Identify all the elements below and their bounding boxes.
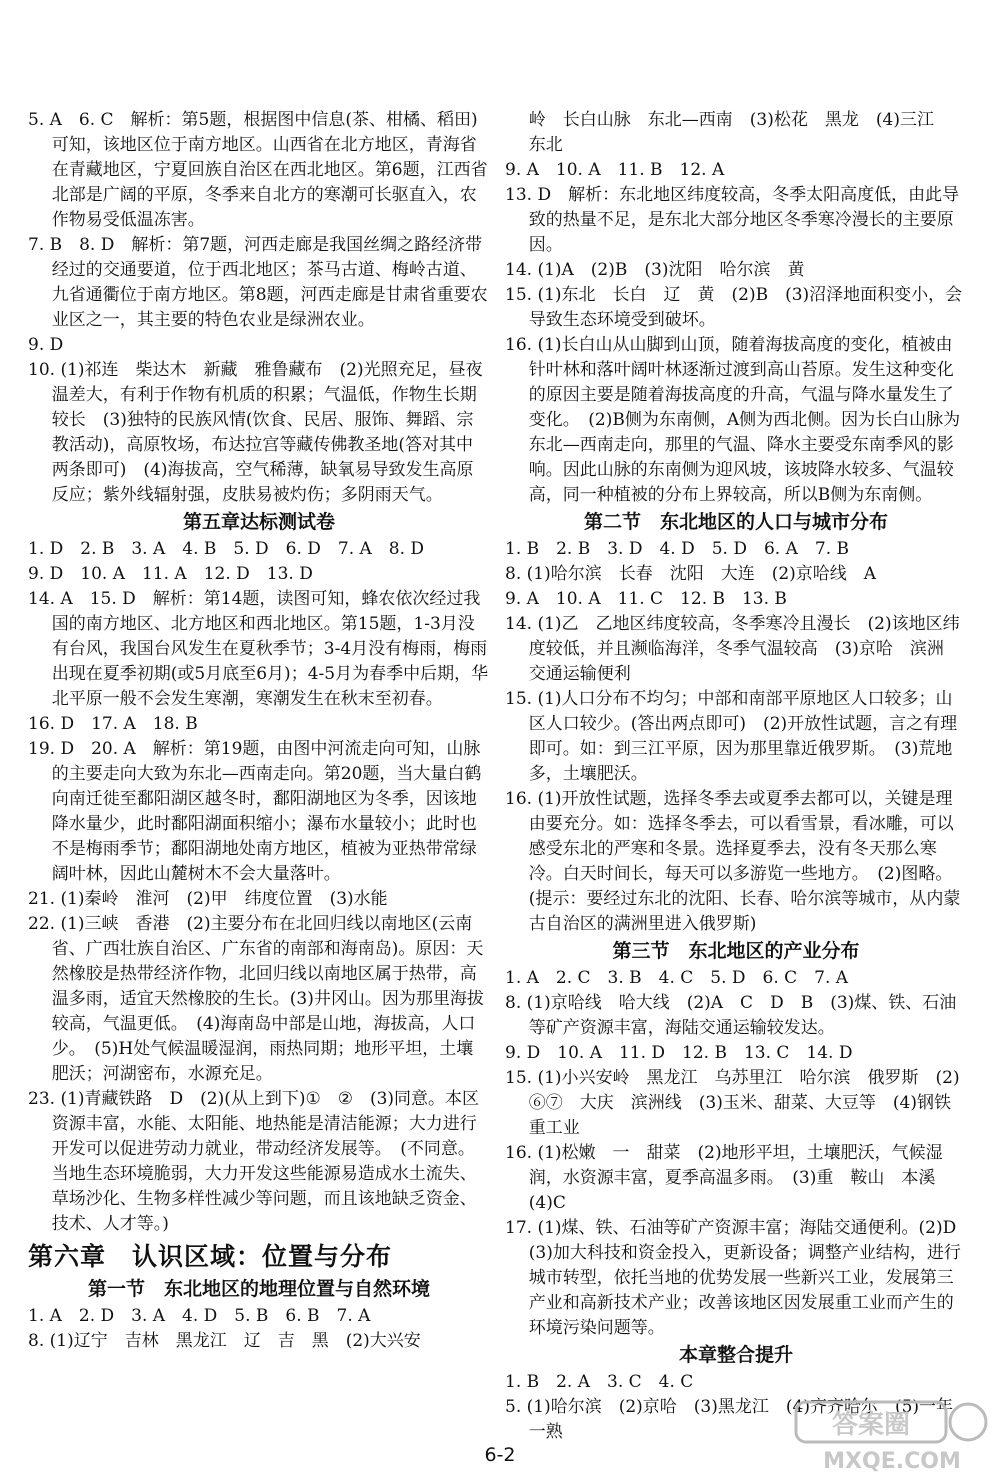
section-heading: 第五章达标测试卷 (182, 511, 335, 533)
section-heading: 本章整合提升 (678, 1344, 793, 1366)
answer-item: 15. (1)小兴安岭 黑龙江 乌苏里江 哈尔滨 俄罗斯 (2)⑥⑦ 大庆 滨洲线 (3)玉米、甜菜、大豆等 (4)钢铁 重工业 (505, 1068, 968, 1138)
answer-item: 9. A 10. A 11. B 12. A (505, 160, 725, 180)
answer-item: 1. A 2. D 3. A 4. D 5. B 6. B 7. A (28, 1306, 371, 1326)
answer-continuation: 岭 长白山脉 东北—西南 (3)松花 黑龙 (4)三江 东北 (528, 110, 951, 155)
answer-item: 8. (1)京哈线 哈大线 (2)A C D B (3)煤、铁、石油等矿产资源丰富，海陆交通运输较发达。 (505, 993, 957, 1038)
answer-item: 14. (1)A (2)B (3)沈阳 哈尔滨 黄 (505, 260, 805, 280)
answer-item: 14. (1)乙 乙地区纬度较高，冬季寒冷且漫长 (2)该地区纬度较低，并且濒临海洋，冬季气温较高 (3)京哈 滨洲 交通运输便利 (505, 614, 961, 684)
answer-item: 10. (1)祁连 柴达木 新藏 雅鲁藏布 (2)光照充足，昼夜温差大，有利于作物有机质的积累；气温低，作物生长期较长 (3)独特的民族风情(饮食、民居、服饰、舞蹈、宗教活动)，高原牧场，布达拉宫等藏传佛教圣地(答对其中两条即可) (4)海拔高，空气稀薄，缺氧易导致发生高原反应；紫外线辐射强，皮肤易被灼伤；多阴雨天气。 (28, 360, 483, 505)
left-column (28, 108, 490, 1354)
answer-item: 15. (1)人口分布不均匀；中部和南部平原地区人口较多；山区人口较少。(答出两点即可) (2)开放性试题，言之有理即可。如：到三江平原，因为那里靠近俄罗斯。 (3)荒地多，土壤肥沃。 (505, 689, 958, 784)
answer-item: 8. (1)辽宁 吉林 黑龙江 辽 吉 黑 (2)大兴安 (28, 1331, 421, 1351)
answer-item: 16. (1)开放性试题，选择冬季去或夏季去都可以，关键是理由要充分。如：选择冬季去，可以看雪景，看冰雕，可以感受东北的严寒和冬景。选择夏季去，没有冬天那么寒冷。白天时间长，每天可以多游览一些地方。 (2)图略。(提示：要经过东北的沈阳、长春、哈尔滨等城市，从内蒙古自治区的满洲里进入俄罗斯) (505, 789, 961, 934)
answer-item: 9. A 10. A 11. C 12. B 13. B (505, 589, 787, 609)
section-heading: 第一节 东北地区的地理位置与自然环境 (87, 1278, 430, 1300)
watermark-text: 答案圈 (831, 1410, 911, 1440)
answer-item: 16. D 17. A 18. B (28, 714, 198, 734)
answer-item: 13. D 解析：东北地区纬度较高，冬季太阳高度低，由此导致的热量不足，是东北大部分地区冬季寒冷漫长的主要原因。 (505, 185, 960, 255)
right-column (505, 108, 974, 1445)
answer-item: 5. (1)哈尔滨 (2)京哈 (3)黑龙江 (4)齐齐哈尔 (5)一年一熟 (505, 1397, 954, 1442)
answer-item: 22. (1)三峡 香港 (2)主要分布在北回归线以南地区(云南省、广西壮族自治区、广东省的南部和海南岛)。原因：天然橡胶是热带经济作物，北回归线以南地区属于热带，高温多雨，适宜天然橡胶的生长。(3)井冈山。因为那里海拔较高，气温更低。 (4)海南岛中部是山地，海拔高，人口少。 (5)H处气候温暖湿润，雨热同期；地形平坦，土壤肥沃；河湖密布，水源充足。 (28, 914, 484, 1084)
answer-item: 9. D 10. A 11. A 12. D 13. D (28, 564, 313, 584)
section-heading: 第二节 东北地区的人口与城市分布 (583, 511, 888, 533)
watermark-logo (792, 1398, 992, 1478)
page-number: 6-2 (484, 1444, 516, 1466)
answer-item: 1. D 2. B 3. A 4. B 5. D 6. D 7. A 8. D (28, 539, 425, 559)
answer-item: 1. B 2. B 3. D 4. D 5. D 6. A 7. B (505, 539, 850, 559)
answer-item: 16. (1)松嫩 一 甜菜 (2)地形平坦，土壤肥沃，气候湿润，水资源丰富，夏季高温多雨。 (3)重 鞍山 本溪 (4)C (505, 1143, 953, 1213)
answer-item: 14. A 15. D 解析：第14题，读图可知，蜂农依次经过我国的南方地区、北方地区和西北地区。第15题，1-3月没有台风，我国台风发生在夏秋季节；3-4月没有梅雨，梅雨出现在夏季初期(或5月底至6月)；4-5月为春季中后期，华北平原一般不会发生寒潮，寒潮发生在秋末至初春。 (28, 589, 489, 709)
answer-item: 19. D 20. A 解析：第19题，由图中河流走向可知，山脉的主要走向大致为东北—西南走向。第20题，当大量白鹤向南迁徙至鄱阳湖区越冬时，鄱阳湖地区为冬季，因该地降水量少，此时鄱阳湖面积缩小；瀑布水量较小；此时也不是梅雨季节；鄱阳湖地处南方地区，植被为亚热带常绿阔叶林，因此山麓树木不会大量落叶。 (28, 739, 482, 884)
watermark-url: MXQE.COM (823, 1449, 961, 1474)
answer-item: 23. (1)青藏铁路 D (2)(从上到下)① ② (3)同意。本区资源丰富，水能、太阳能、地热能是清洁能源；大力进行开发可以促进劳动力就业，带动经济发展等。 (不同意。当地生态环境脆弱，大力开发这些能源易造成水土流失、草场沙化、生物多样性减少等问题，而且该地缺乏资金、技术、人才等。) (28, 1089, 480, 1234)
answer-item: 17. (1)煤、铁、石油等矿产资源丰富；海陆交通便利。(2)D (3)加大科技和资金投入，更新设备；调整产业结构，进行城市转型，依托当地的优势发展一些新兴工业，发展第三产业和高新技术产业；改善该地区因发展重工业而产生的环境污染问题等。 (505, 1218, 974, 1338)
answer-item: 1. B 2. A 3. C 4. C (505, 1372, 694, 1392)
answer-item: 21. (1)秦岭 淮河 (2)甲 纬度位置 (3)水能 (28, 889, 388, 909)
answer-item: 1. A 2. C 3. B 4. C 5. D 6. C 7. A (505, 968, 849, 988)
section-heading: 第三节 东北地区的产业分布 (612, 940, 860, 962)
answer-item: 9. D 10. A 11. D 12. B 13. C 14. D (505, 1043, 853, 1063)
answer-item: 16. (1)长白山从山脚到山顶，随着海拔高度的变化，植被由针叶林和落叶阔叶林逐渐过渡到高山苔原。发生这种变化的原因主要是随着海拔高度的升高，气温与降水量发生了变化。 (2)B侧为东南侧，A侧为西北侧。因为长白山脉为东北—西南走向，那里的气温、降水主要受东南季风的影响。因此山脉的东南侧为迎风坡，该坡降水较多、气温较高，同一种植被的分布上界较高，所以B侧为东南侧。 (505, 335, 961, 505)
answer-item: 5. A 6. C 解析：第5题，根据图中信息(茶、柑橘、稻田)可知，该地区位于南方地区。山西省在北方地区，青海省在青藏地区，宁夏回族自治区在西北地区。第6题，江西省北部是广阔的平原，冬季来自北方的寒潮可长驱直入，农作物易受低温冻害。 (28, 110, 488, 230)
chapter-title: 第六章 认识区域：位置与分布 (28, 1242, 393, 1271)
answer-item: 8. (1)哈尔滨 长春 沈阳 大连 (2)京哈线 A (505, 564, 877, 584)
answer-item: 9. D (28, 335, 64, 355)
answer-item: 15. (1)东北 长白 辽 黄 (2)B (3)沼泽地面积变小，会导致生态环境受到破坏。 (505, 285, 963, 330)
answer-item: 7. B 8. D 解析：第7题，河西走廊是我国丝绸之路经济带经过的交通要道，位于西北地区；茶马古道、梅岭古道、九省通衢位于南方地区。第8题，河西走廊是甘肃省重要农业区之一，其主要的特色农业是绿洲农业。 (28, 235, 488, 330)
